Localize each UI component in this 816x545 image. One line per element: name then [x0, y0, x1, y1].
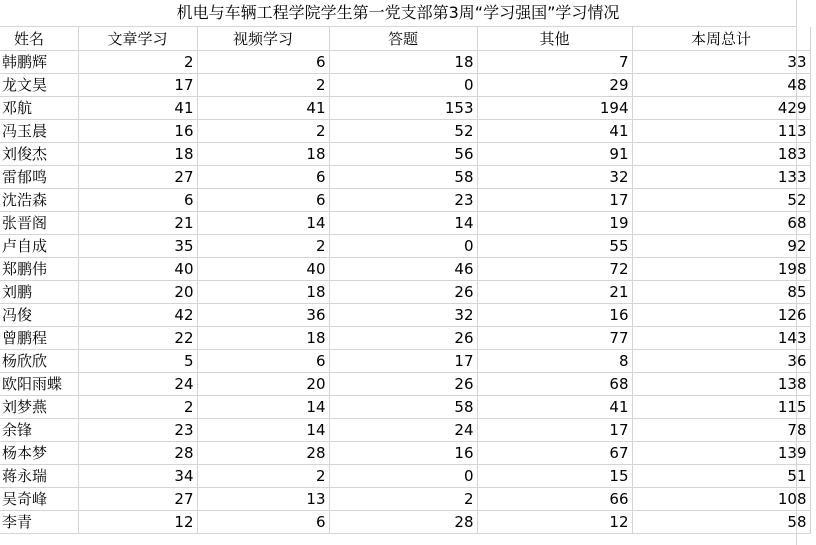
value-cell[interactable]: 26	[329, 326, 477, 349]
table-row	[0, 234, 810, 257]
value-cell[interactable]: 18	[78, 142, 197, 165]
name-cell[interactable]: 刘俊杰	[0, 142, 78, 165]
table-row	[0, 119, 810, 142]
name-cell[interactable]: 刘梦燕	[0, 395, 78, 418]
value-cell[interactable]: 17	[477, 188, 632, 211]
name-cell[interactable]: 韩鹏辉	[0, 50, 78, 73]
value-cell[interactable]: 29	[477, 73, 632, 96]
value-cell[interactable]: 22	[78, 326, 197, 349]
value-cell[interactable]: 2	[197, 464, 329, 487]
value-cell[interactable]: 41	[197, 96, 329, 119]
value-cell[interactable]: 77	[477, 326, 632, 349]
value-cell[interactable]: 20	[197, 372, 329, 395]
table-row	[0, 395, 810, 418]
value-cell[interactable]: 0	[329, 464, 477, 487]
name-cell[interactable]: 冯俊	[0, 303, 78, 326]
table-row	[0, 280, 810, 303]
value-cell[interactable]: 52	[632, 188, 810, 211]
value-cell[interactable]: 108	[632, 487, 810, 510]
value-cell[interactable]: 21	[78, 211, 197, 234]
value-cell[interactable]: 2	[78, 395, 197, 418]
name-cell[interactable]: 蒋永瑞	[0, 464, 78, 487]
value-cell[interactable]: 126	[632, 303, 810, 326]
value-cell[interactable]: 48	[632, 73, 810, 96]
value-cell[interactable]: 28	[197, 441, 329, 464]
value-cell[interactable]: 46	[329, 257, 477, 280]
value-cell[interactable]: 2	[329, 487, 477, 510]
value-cell[interactable]: 429	[632, 96, 810, 119]
value-cell[interactable]: 24	[329, 418, 477, 441]
name-cell[interactable]: 欧阳雨蝶	[0, 372, 78, 395]
value-cell[interactable]: 34	[78, 464, 197, 487]
value-cell[interactable]: 15	[477, 464, 632, 487]
value-cell[interactable]: 194	[477, 96, 632, 119]
name-cell[interactable]: 杨欣欣	[0, 349, 78, 372]
table-row	[0, 464, 810, 487]
table-row	[0, 441, 810, 464]
value-cell[interactable]: 18	[197, 280, 329, 303]
value-cell[interactable]: 198	[632, 257, 810, 280]
table-row	[0, 326, 810, 349]
value-cell[interactable]: 6	[197, 165, 329, 188]
value-cell[interactable]: 14	[197, 211, 329, 234]
table-row	[0, 303, 810, 326]
value-cell[interactable]: 21	[477, 280, 632, 303]
value-cell[interactable]: 6	[197, 188, 329, 211]
table-row	[0, 96, 810, 119]
value-cell[interactable]: 26	[329, 280, 477, 303]
value-cell[interactable]: 40	[78, 257, 197, 280]
table-row	[0, 487, 810, 510]
table-row	[0, 50, 810, 73]
value-cell[interactable]: 28	[78, 441, 197, 464]
table-row	[0, 349, 810, 372]
table-row	[0, 510, 810, 533]
value-cell[interactable]: 143	[632, 326, 810, 349]
name-cell[interactable]: 冯玉晨	[0, 119, 78, 142]
table-header-row	[0, 27, 810, 50]
value-cell[interactable]: 68	[632, 211, 810, 234]
value-cell[interactable]: 2	[197, 234, 329, 257]
value-cell[interactable]: 6	[197, 349, 329, 372]
value-cell[interactable]: 14	[197, 395, 329, 418]
value-cell[interactable]: 24	[78, 372, 197, 395]
value-cell[interactable]: 16	[329, 441, 477, 464]
header-cell-other[interactable]: 其他	[477, 27, 632, 50]
value-cell[interactable]: 27	[78, 165, 197, 188]
value-cell[interactable]: 7	[477, 50, 632, 73]
name-cell[interactable]: 龙文昊	[0, 73, 78, 96]
name-cell[interactable]: 吴奇峰	[0, 487, 78, 510]
value-cell[interactable]: 36	[197, 303, 329, 326]
value-cell[interactable]: 12	[477, 510, 632, 533]
value-cell[interactable]: 41	[477, 119, 632, 142]
sheet-title: 机电与车辆工程学院学生第一党支部第3周“学习强国”学习情况	[176, 3, 620, 22]
name-cell[interactable]: 刘鹏	[0, 280, 78, 303]
value-cell[interactable]: 58	[329, 165, 477, 188]
value-cell[interactable]: 72	[477, 257, 632, 280]
value-cell[interactable]: 55	[477, 234, 632, 257]
value-cell[interactable]: 36	[632, 349, 810, 372]
value-cell[interactable]: 17	[329, 349, 477, 372]
value-cell[interactable]: 18	[197, 326, 329, 349]
value-cell[interactable]: 68	[477, 372, 632, 395]
value-cell[interactable]: 58	[329, 395, 477, 418]
value-cell[interactable]: 92	[632, 234, 810, 257]
value-cell[interactable]: 113	[632, 119, 810, 142]
value-cell[interactable]: 85	[632, 280, 810, 303]
table-row	[0, 142, 810, 165]
name-cell[interactable]: 杨本梦	[0, 441, 78, 464]
value-cell[interactable]: 33	[632, 50, 810, 73]
value-cell[interactable]: 78	[632, 418, 810, 441]
name-cell[interactable]: 卢自成	[0, 234, 78, 257]
value-cell[interactable]: 58	[632, 510, 810, 533]
value-cell[interactable]: 35	[78, 234, 197, 257]
table-row	[0, 372, 810, 395]
value-cell[interactable]: 6	[197, 510, 329, 533]
value-cell[interactable]: 17	[78, 73, 197, 96]
value-cell[interactable]: 42	[78, 303, 197, 326]
value-cell[interactable]: 41	[78, 96, 197, 119]
title-row	[0, 0, 796, 27]
table-row	[0, 418, 810, 441]
value-cell[interactable]: 41	[477, 395, 632, 418]
value-cell[interactable]: 52	[329, 119, 477, 142]
name-cell[interactable]: 余锋	[0, 418, 78, 441]
name-cell[interactable]: 郑鹏伟	[0, 257, 78, 280]
value-cell[interactable]: 51	[632, 464, 810, 487]
table-row	[0, 188, 810, 211]
value-cell[interactable]: 12	[78, 510, 197, 533]
value-cell[interactable]: 139	[632, 441, 810, 464]
value-cell[interactable]: 2	[78, 50, 197, 73]
value-cell[interactable]: 56	[329, 142, 477, 165]
value-cell[interactable]: 133	[632, 165, 810, 188]
table-row	[0, 73, 810, 96]
value-cell[interactable]: 32	[329, 303, 477, 326]
name-cell[interactable]: 曾鹏程	[0, 326, 78, 349]
value-cell[interactable]: 13	[197, 487, 329, 510]
value-cell[interactable]: 2	[197, 73, 329, 96]
value-cell[interactable]: 153	[329, 96, 477, 119]
value-cell[interactable]: 32	[477, 165, 632, 188]
name-cell[interactable]: 李青	[0, 510, 78, 533]
name-cell[interactable]: 雷郁鸣	[0, 165, 78, 188]
name-cell[interactable]: 沈浩森	[0, 188, 78, 211]
header-cell-weekly-total[interactable]: 本周总计	[632, 27, 810, 50]
value-cell[interactable]: 19	[477, 211, 632, 234]
value-cell[interactable]: 8	[477, 349, 632, 372]
value-cell[interactable]: 20	[78, 280, 197, 303]
value-cell[interactable]: 18	[329, 50, 477, 73]
value-cell[interactable]: 23	[329, 188, 477, 211]
header-cell-videos[interactable]: 视频学习	[197, 27, 329, 50]
value-cell[interactable]: 18	[197, 142, 329, 165]
value-cell[interactable]: 115	[632, 395, 810, 418]
data-table	[0, 27, 811, 534]
value-cell[interactable]: 26	[329, 372, 477, 395]
header-cell-articles[interactable]: 文章学习	[78, 27, 197, 50]
value-cell[interactable]: 2	[197, 119, 329, 142]
name-cell[interactable]: 张晋阁	[0, 211, 78, 234]
value-cell[interactable]: 6	[197, 50, 329, 73]
value-cell[interactable]: 14	[197, 418, 329, 441]
value-cell[interactable]: 28	[329, 510, 477, 533]
header-cell-name[interactable]: 姓名	[0, 27, 78, 50]
value-cell[interactable]: 16	[78, 119, 197, 142]
value-cell[interactable]: 23	[78, 418, 197, 441]
header-cell-quiz[interactable]: 答题	[329, 27, 477, 50]
value-cell[interactable]: 0	[329, 73, 477, 96]
value-cell[interactable]: 138	[632, 372, 810, 395]
value-cell[interactable]: 17	[477, 418, 632, 441]
value-cell[interactable]: 27	[78, 487, 197, 510]
value-cell[interactable]: 5	[78, 349, 197, 372]
name-cell[interactable]: 邓航	[0, 96, 78, 119]
table-row	[0, 211, 810, 234]
value-cell[interactable]: 40	[197, 257, 329, 280]
value-cell[interactable]: 91	[477, 142, 632, 165]
value-cell[interactable]: 6	[78, 188, 197, 211]
value-cell[interactable]: 66	[477, 487, 632, 510]
value-cell[interactable]: 183	[632, 142, 810, 165]
table-row	[0, 257, 810, 280]
value-cell[interactable]: 16	[477, 303, 632, 326]
value-cell[interactable]: 0	[329, 234, 477, 257]
value-cell[interactable]: 14	[329, 211, 477, 234]
table-row	[0, 165, 810, 188]
value-cell[interactable]: 67	[477, 441, 632, 464]
